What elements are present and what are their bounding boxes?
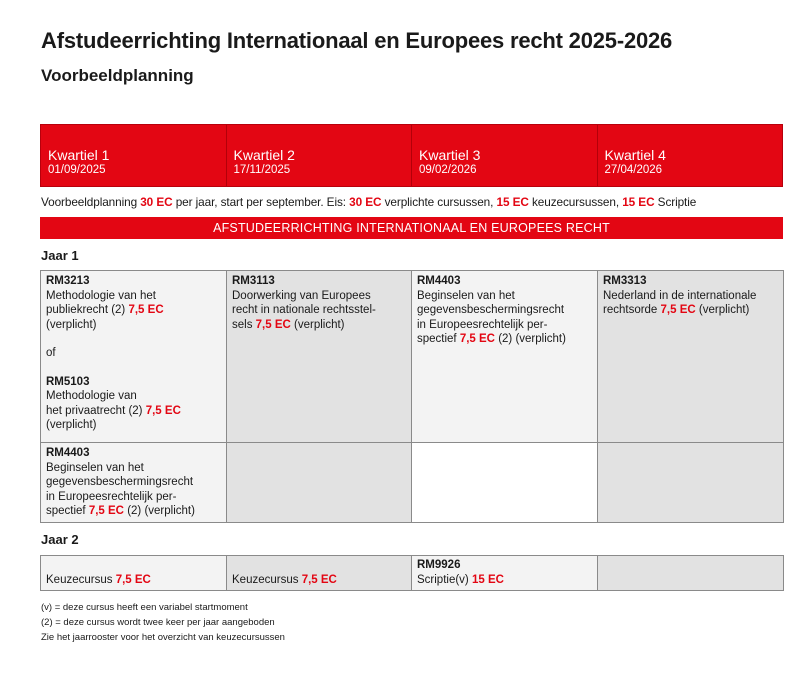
year-2-table (40, 555, 784, 591)
quarter-2 (227, 125, 413, 186)
footnote: (v) = deze cursus heeft een variabel startmoment (41, 602, 248, 613)
table-row (41, 271, 784, 443)
quarter-4 (598, 125, 783, 186)
course-code: RM3213 (46, 275, 90, 287)
year-2-label: Jaar 2 (41, 532, 79, 547)
course-ec: 7,5 EC (459, 333, 495, 345)
course-code: RM4403 (417, 275, 461, 287)
course-title: Keuzecursus (46, 573, 116, 586)
course-code: RM5103 (46, 375, 90, 388)
course-code: RM3313 (603, 275, 647, 287)
intro-text: Scriptie (654, 195, 697, 209)
course-title: gegevensbeschermingsrecht (46, 476, 194, 488)
course-title: het privaatrecht (2) (46, 404, 146, 417)
course-title: publiekrecht (2) (46, 304, 129, 316)
table-row (41, 443, 784, 523)
course-ec: 7,5 EC (301, 573, 337, 586)
quarter-date: 27/04/2026 (604, 164, 663, 176)
course-status: (verplicht) (290, 318, 345, 331)
course-title: in Europeesrechtelijk per- (46, 490, 177, 503)
course-cell (412, 556, 598, 591)
page-title: Afstudeerrichting Internationaal en Europees recht 2025-2026 (41, 28, 673, 53)
quarter-date: 01/09/2025 (48, 164, 106, 176)
page-subtitle: Voorbeeldplanning (41, 66, 194, 85)
course-cell (412, 271, 598, 443)
course-cell (41, 556, 227, 591)
course-title: gegevensbeschermingsrecht (417, 304, 565, 316)
footnote: Zie het jaarrooster voor het overzicht van keuzecursussen (41, 632, 285, 643)
intro-text: Voorbeeldplanning (41, 195, 141, 209)
empty-cell (598, 443, 784, 523)
planning-intro (41, 195, 696, 209)
course-ec: 7,5 EC (660, 304, 696, 316)
ec-required: 30 EC (349, 195, 382, 209)
course-title: in Europeesrechtelijk per- (417, 318, 548, 331)
course-title: rechtsorde (603, 304, 661, 316)
course-status: (verplicht) (46, 419, 97, 431)
course-code: RM9926 (417, 559, 461, 571)
quarter-1 (41, 125, 227, 186)
course-ec: 15 EC (471, 573, 504, 586)
intro-text: verplichte cursussen, (381, 195, 497, 209)
course-status: (2) (verplicht) (495, 333, 566, 345)
course-title: Beginselen van het (46, 461, 144, 474)
footnote: (2) = deze cursus wordt twee keer per jaar aangeboden (41, 617, 275, 628)
course-ec: 7,5 EC (88, 505, 124, 517)
course-cell (227, 556, 412, 591)
course-ec: 7,5 EC (255, 318, 291, 331)
course-title: Keuzecursus (232, 573, 302, 586)
course-title: Methodologie van het (46, 289, 156, 302)
course-title: Nederland in de internationale (603, 289, 757, 302)
course-title: sels (232, 318, 256, 331)
intro-text: per jaar, start per september. Eis: (172, 195, 350, 209)
course-ec: 7,5 EC (128, 304, 164, 316)
course-status: (verplicht) (695, 304, 750, 316)
quarter-name: Kwartiel 3 (419, 147, 481, 163)
course-status: (verplicht) (46, 318, 97, 331)
year-1-table (40, 270, 784, 523)
intro-text: keuzecursussen, (528, 195, 623, 209)
course-title: spectief (46, 505, 89, 517)
course-cell (227, 271, 412, 443)
ec-thesis: 15 EC (622, 195, 655, 209)
course-title: Methodologie van (46, 390, 137, 402)
quarter-name: Kwartiel 4 (604, 147, 666, 163)
course-title: recht in nationale rechtsstel- (232, 304, 376, 316)
empty-cell (412, 443, 598, 523)
course-cell (41, 443, 227, 523)
ec-elective: 15 EC (496, 195, 529, 209)
empty-cell (598, 556, 784, 591)
quarter-name: Kwartiel 2 (233, 147, 295, 163)
course-code: RM4403 (46, 447, 90, 459)
course-status: (2) (verplicht) (124, 505, 195, 517)
alternative-separator: of (46, 347, 56, 359)
empty-cell (227, 443, 412, 523)
track-banner: AFSTUDEERRICHTING INTERNATIONAAL EN EUROPEES RECHT (40, 217, 783, 239)
course-cell (598, 271, 784, 443)
course-ec: 7,5 EC (115, 573, 151, 586)
footnotes (41, 600, 285, 645)
quarter-date: 17/11/2025 (233, 164, 291, 176)
course-title: Beginselen van het (417, 289, 515, 302)
ec-total: 30 EC (140, 195, 173, 209)
quarter-name: Kwartiel 1 (48, 147, 110, 163)
course-title: Doorwerking van Europees (232, 289, 371, 302)
year-1-label: Jaar 1 (41, 248, 79, 263)
quarter-date: 09/02/2026 (419, 164, 477, 176)
table-row (41, 556, 784, 591)
course-title: spectief (417, 333, 460, 345)
quarters-header (40, 124, 783, 187)
course-cell (41, 271, 227, 443)
quarter-3 (412, 125, 598, 186)
course-ec: 7,5 EC (145, 404, 181, 417)
course-code: RM3113 (232, 275, 275, 287)
course-title: Scriptie(v) (417, 573, 472, 586)
